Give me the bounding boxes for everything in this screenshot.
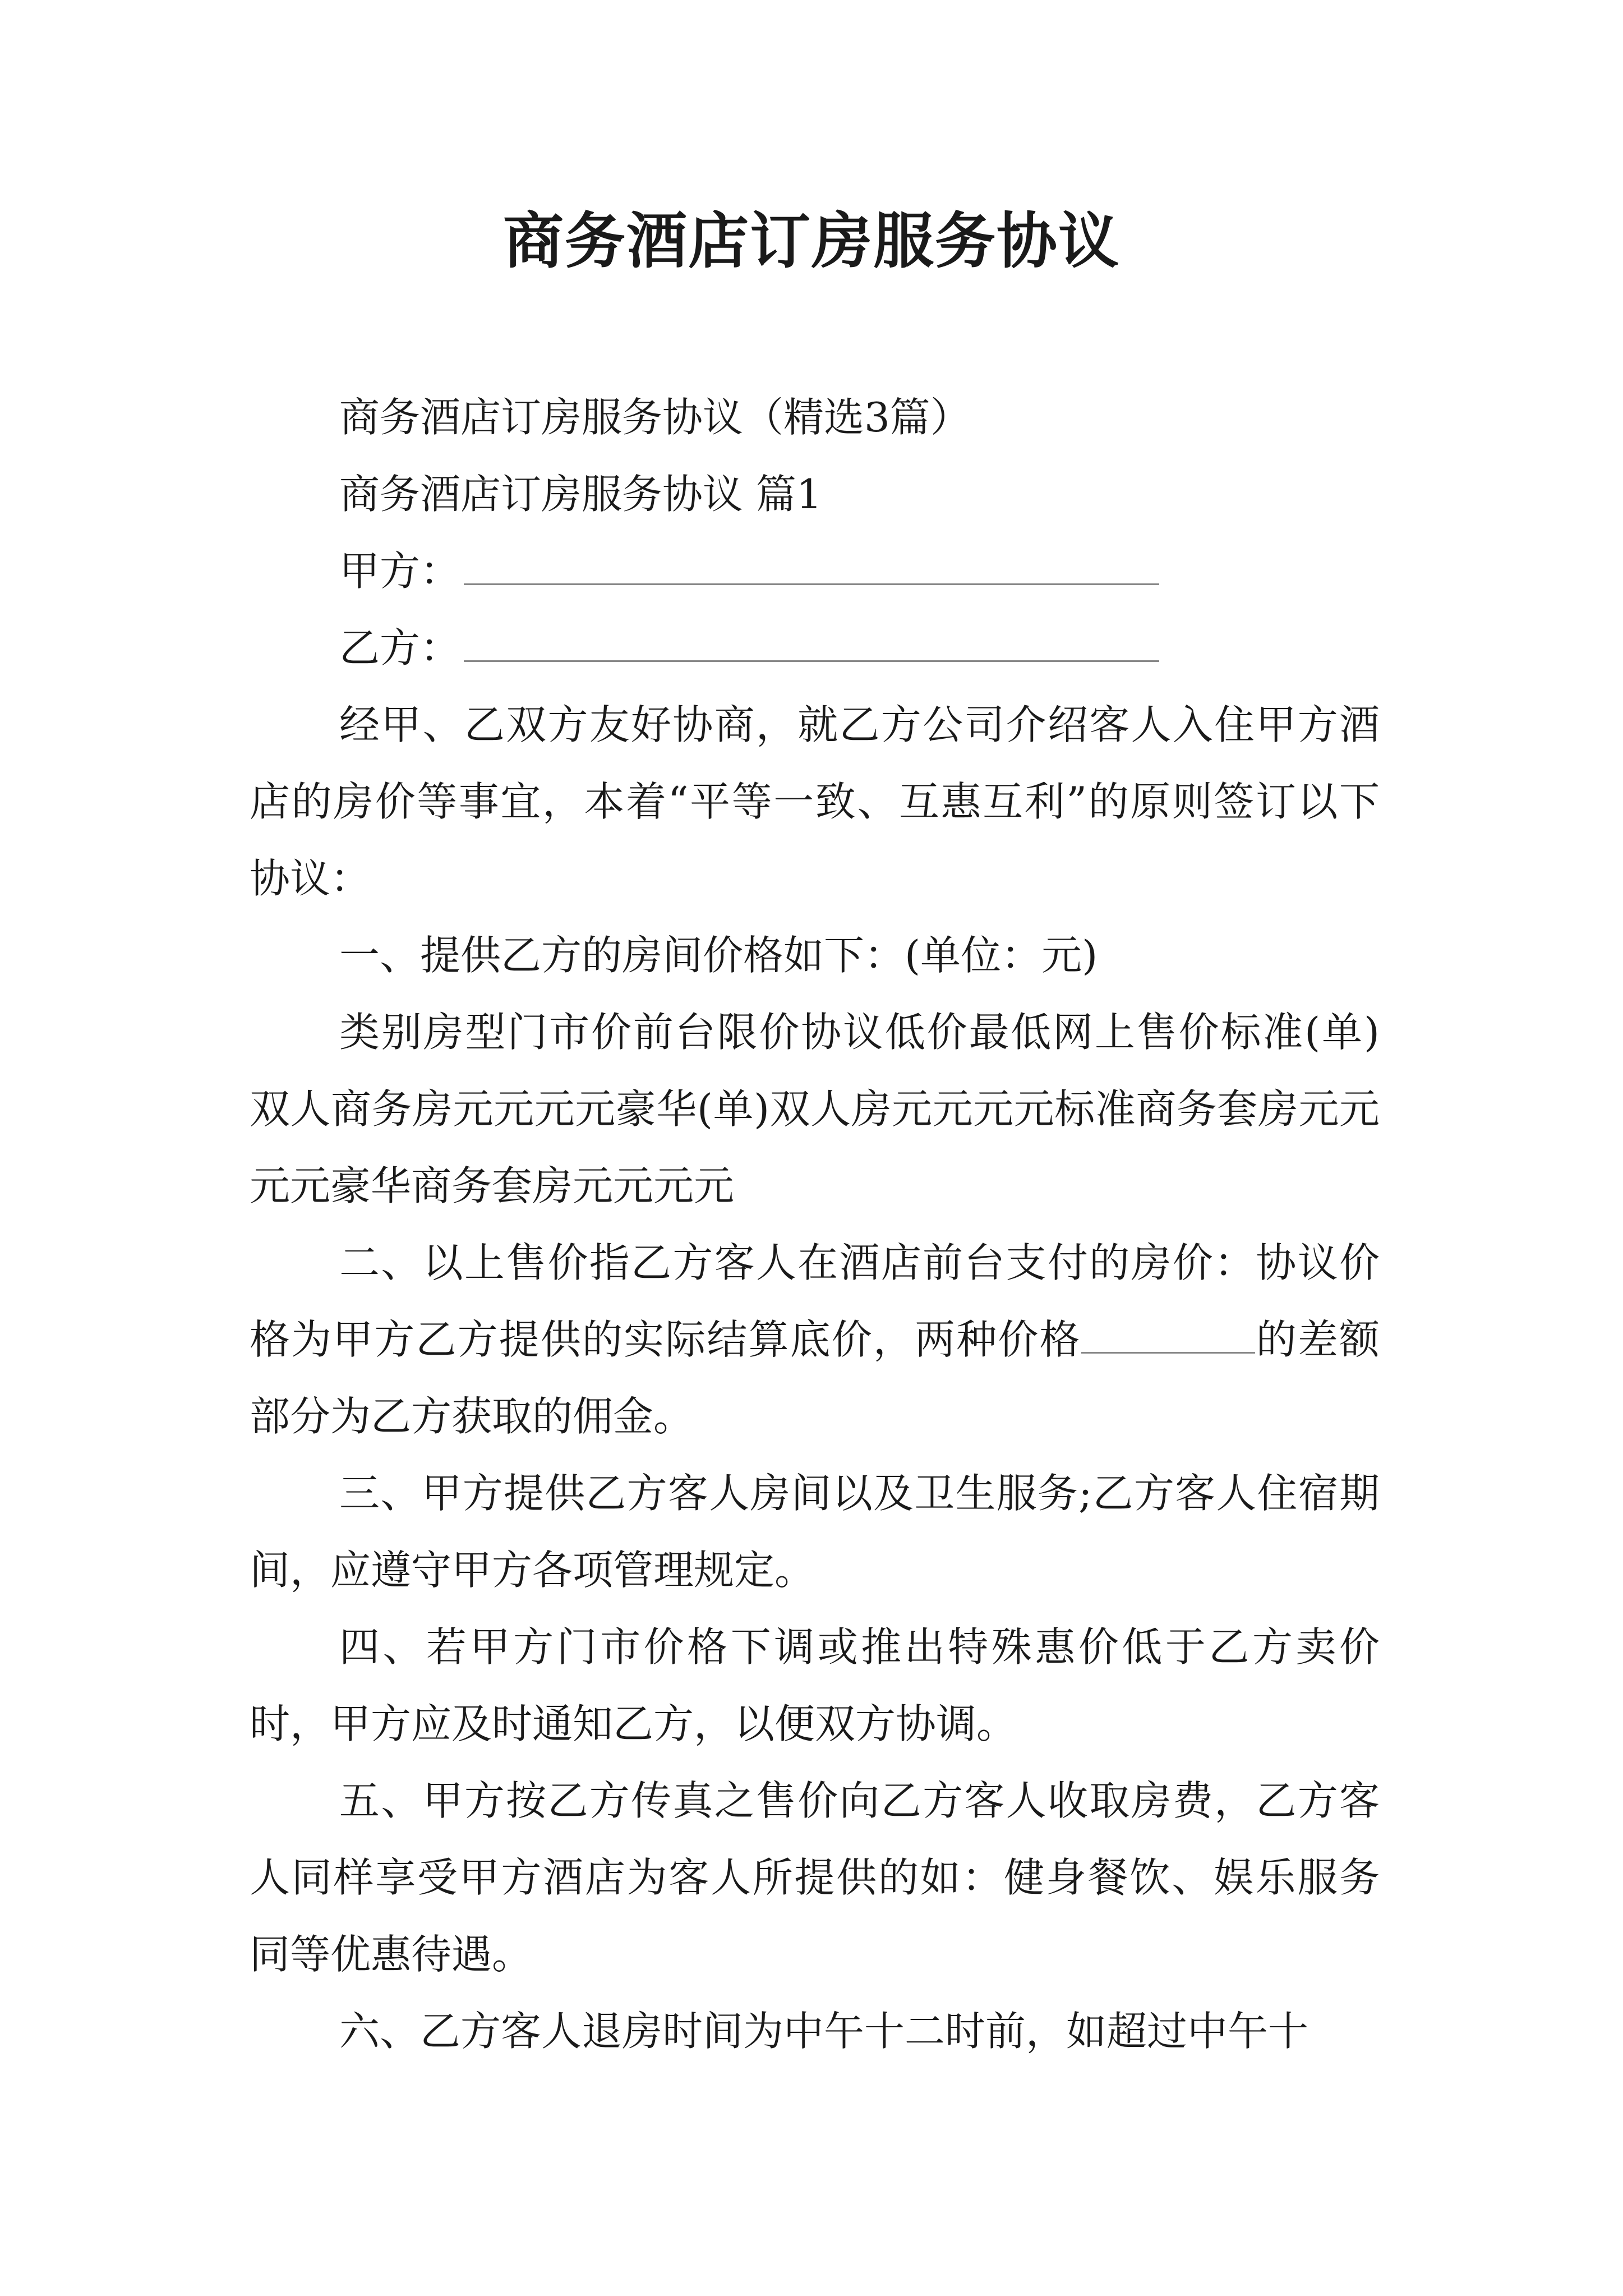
clause-1: 一、提供乙方的房间价格如下：(单位：元) (339, 932, 1098, 979)
clause-2-blank (1081, 1318, 1255, 1354)
party-a-label: 甲方： (339, 547, 461, 595)
section-heading: 商务酒店订房服务协议 篇1 (339, 471, 822, 518)
intro-paragraph: 经甲、乙双方友好协商，就乙方公司介绍客人入住甲方酒店的房价等事宜，本着“平等一致、互惠互利”的原则签订以下协议： (250, 701, 1380, 902)
party-a-blank (464, 550, 1159, 585)
clause-2-part1: 二、以上售价指乙方客人在酒店前台支付的房价：协议价格为甲方乙方提供的实际结算底价，两种价格 (250, 1239, 1380, 1363)
clause-5: 五、甲方按乙方传真之售价向乙方客人收取房费，乙方客人同样享受甲方酒店为客人所提供的如：健身餐饮、娱乐服务同等优惠待遇。 (250, 1777, 1380, 1978)
party-b-blank (464, 627, 1159, 662)
clause-3: 三、甲方提供乙方客人房间以及卫生服务;乙方客人住宿期间，应遵守甲方各项管理规定。 (250, 1470, 1380, 1594)
document-body (250, 379, 1380, 2070)
document-subtitle: 商务酒店订房服务协议（精选3篇） (339, 394, 971, 441)
party-a-line (250, 533, 1380, 610)
clause-2-part2: 的差额部分为乙方获取的佣金。 (250, 1316, 1380, 1440)
clause-2 (250, 1225, 1380, 1455)
clause-6: 六、乙方客人退房时间为中午十二时前，如超过中午十 (339, 2008, 1309, 2055)
document-title: 商务酒店订房服务协议 (502, 206, 1120, 277)
party-b-line (250, 610, 1380, 687)
price-table-paragraph: 类别房型门市价前台限价协议低价最低网上售价标准(单)双人商务房元元元元豪华(单)双人房元元元元标准商务套房元元元元豪华商务套房元元元元 (250, 1009, 1380, 1209)
clause-4: 四、若甲方门市价格下调或推出特殊惠价低于乙方卖价时，甲方应及时通知乙方，以便双方协调。 (250, 1623, 1380, 1747)
party-b-label: 乙方： (339, 624, 461, 671)
